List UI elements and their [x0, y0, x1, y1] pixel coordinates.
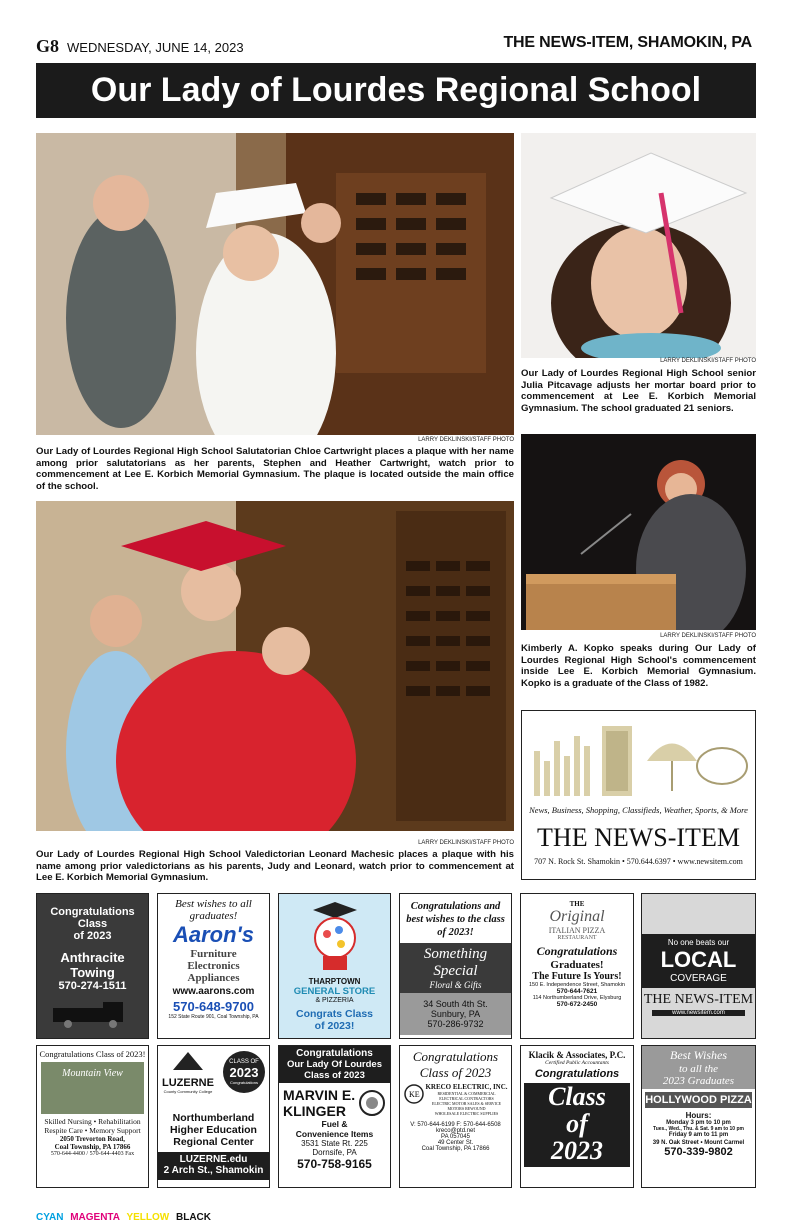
- photo-senior-image: [521, 133, 756, 358]
- ad-text: THE: [569, 900, 585, 908]
- color-cyan: CYAN: [36, 1212, 64, 1223]
- ad-text: LUZERNE.edu: [179, 1154, 248, 1165]
- ad-klacik-associates: [520, 1045, 634, 1188]
- ad-text: LOCAL: [660, 947, 737, 972]
- newsitem-ad: [521, 710, 756, 880]
- kreco-logo-icon: [403, 1083, 425, 1105]
- ad-phone: 570-644-4400 / 570-644-4403 Fax: [50, 1151, 135, 1157]
- color-registration-bar: [36, 1212, 211, 1223]
- section-banner: Our Lady of Lourdes Regional School: [36, 63, 756, 118]
- ad-phone: 570-672-2450: [556, 1001, 598, 1008]
- ad-luzerne: [157, 1045, 270, 1188]
- ad-logo-text: Original: [549, 908, 605, 925]
- page-header-left: [36, 36, 244, 57]
- ad-text: 2023 Graduates: [662, 1075, 735, 1087]
- ad-text: 150 E. Independence Street, Shamokin: [528, 982, 625, 988]
- ad-text: 39 N. Oak Street • Mount Carmel: [652, 1140, 745, 1146]
- ad-text: Regional Center: [173, 1136, 254, 1148]
- newsitem-ad-tagline: News, Business, Shopping, Classifieds, Weather, Sports, & More: [529, 805, 748, 815]
- ad-text: 152 State Route 901, Coal Township, PA: [168, 1014, 259, 1020]
- ad-text: Towing: [70, 965, 115, 980]
- ad-marvin-klinger: [278, 1045, 391, 1188]
- ad-mountain-view: [36, 1045, 149, 1188]
- ad-text: Best wishes to all graduates!: [175, 898, 252, 922]
- ad-text: Class of 2023: [419, 1065, 492, 1080]
- ad-text: Certified Public Accountants: [545, 1060, 609, 1066]
- ad-text: Monday 3 pm to 10 pm: [666, 1120, 731, 1126]
- ad-logo-text: THE NEWS-ITEM: [643, 992, 754, 1007]
- ad-text: Friday 9 am to 11 pm: [668, 1132, 729, 1138]
- ad-text: Sunbury, PA: [430, 1009, 481, 1019]
- ad-text: Higher Education: [170, 1124, 257, 1136]
- ad-name-block: [283, 1087, 355, 1119]
- ad-text: Our Lady Of Lourdes: [286, 1059, 382, 1070]
- ad-something-special: [399, 893, 512, 1039]
- ad-logo-row: [158, 1046, 269, 1094]
- color-black: BLACK: [176, 1212, 211, 1223]
- ad-logo-text: HOLLYWOOD PIZZA: [645, 1094, 752, 1106]
- photo-valedictorian-image: [36, 501, 514, 831]
- ad-kreco-electric: [399, 1045, 512, 1188]
- ad-phone: 570-644-7621: [556, 988, 598, 995]
- ad-header-block: [279, 1046, 390, 1083]
- svg-text:KE: KE: [409, 1090, 420, 1099]
- photo-caption: Our Lady of Lourdes Regional High School Valedictorian Leonard Machesic places a plaque with his name among prior valedictorians as his parents, Judy and Leonard, watch prior to commencement at Lee E. Korbich Memorial Gymnasium.: [36, 849, 514, 883]
- photo-caption: Our Lady of Lourdes Regional High School senior Julia Pitcavage adjusts her mortar board prior to commencement at Lee E. Korbich Memorial Gymnasium. The school graduated 21 seniors.: [521, 368, 756, 414]
- ad-text: PA 057045: [441, 1134, 470, 1140]
- luzerne-logo-icon: [171, 1050, 205, 1072]
- ad-phone: V: 570-644-6199 F: 570-644-6508: [410, 1122, 501, 1128]
- ad-logo-row: [400, 1081, 511, 1116]
- ad-text: kreco@ptd.net: [435, 1128, 476, 1134]
- newspaper-name: THE NEWS-ITEM, SHAMOKIN, PA: [503, 34, 752, 51]
- ad-text: 2023: [551, 1136, 603, 1165]
- ad-text: THARPTOWN: [308, 977, 361, 986]
- ad-text: ELECTRIC MOTOR SALES & SERVICE: [431, 1101, 502, 1106]
- ad-text: KLINGER: [283, 1103, 346, 1119]
- ad-text: County Community College: [163, 1089, 213, 1094]
- gumball-machine-icon: [305, 900, 365, 972]
- ad-text: Congratulations Class of 2023!: [39, 1049, 146, 1059]
- ad-text: Class of 2023: [304, 1070, 365, 1081]
- ad-text: 49 Center St.: [437, 1140, 474, 1146]
- tow-truck-icon: [43, 998, 143, 1028]
- ad-text: MARVIN E.: [283, 1087, 356, 1103]
- ad-text: 3531 State Rt. 225: [301, 1139, 368, 1148]
- ad-text: Congratulations: [536, 944, 618, 958]
- ad-text: GENERAL STORE: [293, 986, 376, 997]
- ad-text: RESIDENTIAL & COMMERCIAL: [437, 1091, 496, 1096]
- ad-text: CLASS OF: [229, 1059, 259, 1065]
- ad-text: Furniture: [190, 948, 237, 960]
- ad-text: Congratulations: [50, 906, 135, 918]
- photo-salutatorian: [36, 133, 514, 435]
- ad-footer-block: [158, 1152, 269, 1180]
- ad-text: Class: [77, 918, 108, 930]
- ad-text: ELECTRICAL CONTRACTORS: [439, 1096, 494, 1101]
- ad-text: Hours:: [685, 1111, 712, 1120]
- ad-text: 114 Northumberland Drive, Elysburg: [532, 995, 622, 1001]
- ad-text: Fuel &: [321, 1119, 348, 1129]
- ad-text: Floral & Gifts: [429, 980, 482, 990]
- ad-text: 34 South 4th St.: [423, 999, 488, 1009]
- photo-senior: [521, 133, 756, 358]
- ad-text: Northumberland: [172, 1112, 255, 1124]
- ad-text: 2050 Trevorton Road,: [59, 1135, 126, 1143]
- ad-phone: 570-274-1511: [58, 980, 127, 992]
- ad-text: Coal Township, PA 17866: [421, 1146, 490, 1152]
- ad-logo-block: [400, 943, 511, 993]
- ad-text: Graduates!: [550, 959, 604, 971]
- ad-text: Best Wishes: [670, 1048, 727, 1062]
- ad-text: Coal Township, PA 17866: [54, 1143, 131, 1151]
- photo-speaker: [521, 434, 756, 630]
- ad-text: Congratulations: [229, 1080, 259, 1085]
- ad-text: Congratulations: [534, 1068, 620, 1080]
- photo-credit: LARRY DEKLINSKI/STAFF PHOTO: [418, 437, 514, 443]
- page-number: G8: [36, 36, 60, 56]
- photo-speaker-image: [521, 434, 756, 630]
- ad-text: of 2023: [73, 930, 112, 942]
- ad-text: ITALIAN PIZZA: [548, 926, 606, 935]
- ad-text: Tues., Wed., Thu. & Sat. 9 am to 10 pm: [653, 1126, 744, 1132]
- ad-header-block: [642, 1046, 755, 1089]
- ad-hollywood-pizza: [641, 1045, 756, 1188]
- photo-credit: LARRY DEKLINSKI/STAFF PHOTO: [660, 633, 756, 639]
- ad-text: COVERAGE: [670, 973, 727, 984]
- ad-logo-text: Aaron's: [172, 922, 255, 947]
- ad-original-italian-pizza: [520, 893, 634, 1039]
- ad-logo-text: Klacik & Associates, P.C.: [528, 1050, 626, 1060]
- ad-logo-text: Something Special: [423, 946, 488, 979]
- ad-text: Respite Care • Memory Support: [44, 1126, 141, 1135]
- ad-text: WHOLESALE ELECTRIC SUPPLIES: [434, 1111, 499, 1116]
- ad-text: No one beats our: [667, 938, 730, 947]
- color-yellow: YELLOW: [126, 1212, 170, 1223]
- ad-coverage-block: [642, 934, 755, 988]
- ad-phone: 570-758-9165: [297, 1157, 372, 1171]
- ad-text: Congratulations: [412, 1049, 499, 1064]
- ad-text: Congrats Class of 2023!: [295, 1008, 374, 1032]
- ad-text: MOTORS REWOUND: [447, 1106, 486, 1111]
- ad-text: 2023: [229, 1065, 259, 1080]
- ad-local-coverage: [641, 893, 756, 1039]
- ad-text: Skilled Nursing • Rehabilitation: [44, 1117, 141, 1126]
- ad-text: 2 Arch St., Shamokin: [163, 1165, 264, 1176]
- newsitem-ad-graphic: [522, 711, 755, 801]
- color-magenta: MAGENTA: [70, 1212, 120, 1223]
- ad-text: Dornsife, PA: [312, 1148, 357, 1157]
- ad-phone: 570-648-9700: [173, 999, 254, 1014]
- ad-photo-block: [41, 1062, 144, 1114]
- photo-salutatorian-image: [36, 133, 514, 435]
- ad-name-row: [279, 1083, 390, 1119]
- ad-text: Anthracite: [60, 950, 125, 965]
- ad-class-block: [524, 1083, 630, 1167]
- ad-text: Convenience Items: [295, 1129, 374, 1139]
- ad-aarons: [157, 893, 270, 1039]
- ad-phone: 570-339-9802: [664, 1146, 733, 1158]
- photo-valedictorian: [36, 501, 514, 831]
- issue-date: WEDNESDAY, JUNE 14, 2023: [67, 40, 244, 55]
- photo-caption: Our Lady of Lourdes Regional High School Salutatorian Chloe Cartwright places a plaque with her name among prior salutatorians as her parents, Stephen and Heather Cartwright, watch prior to commencement at Lee E. Korbich Memorial Gymnasium. The plaque is located outside the main office of the school.: [36, 446, 514, 492]
- ad-text: www.newsitem.com: [652, 1010, 745, 1016]
- ad-anthracite-towing: [36, 893, 149, 1039]
- ad-text: Electronics: [187, 960, 240, 972]
- ad-phone: 570-286-9732: [427, 1019, 484, 1029]
- photo-credit: LARRY DEKLINSKI/STAFF PHOTO: [418, 840, 514, 846]
- ad-text: of: [566, 1109, 588, 1138]
- photo-caption: Kimberly A. Kopko speaks during Our Lady of Lourdes Regional High School's commencement inside Lee E. Korbich Memorial Gymnasium. Kopko is a graduate of the Class of 1982.: [521, 643, 756, 689]
- ad-logo-text: LUZERNE: [162, 1077, 214, 1089]
- seal-icon: [358, 1089, 386, 1117]
- ad-logo-text: Mountain View: [62, 1068, 123, 1079]
- ad-text: Class: [548, 1082, 606, 1111]
- ad-address-block: [400, 993, 511, 1035]
- ad-text: Congratulations and best wishes to the class of 2023!: [406, 901, 505, 938]
- newsitem-ad-address: 707 N. Rock St. Shamokin • 570.644.6397 • www.newsitem.com: [534, 857, 743, 866]
- luzerne-logo: [162, 1050, 214, 1094]
- ad-company-block: [425, 1083, 508, 1116]
- ad-text: Appliances: [187, 972, 240, 984]
- ad-text: KRECO ELECTRIC, INC.: [425, 1083, 508, 1091]
- ad-text: to all the: [678, 1063, 719, 1075]
- ad-text: Congratulations: [296, 1048, 373, 1059]
- photo-credit: LARRY DEKLINSKI/STAFF PHOTO: [660, 358, 756, 364]
- class-badge: [223, 1051, 265, 1093]
- ad-text: The Future Is Yours!: [532, 971, 622, 982]
- newsitem-ad-name: THE NEWS-ITEM: [537, 823, 740, 852]
- ad-text: RESTAURANT: [557, 935, 597, 941]
- ad-text: www.aarons.com: [172, 986, 255, 997]
- ad-tharptown: [278, 893, 391, 1039]
- ad-text: & PIZZERIA: [315, 997, 354, 1004]
